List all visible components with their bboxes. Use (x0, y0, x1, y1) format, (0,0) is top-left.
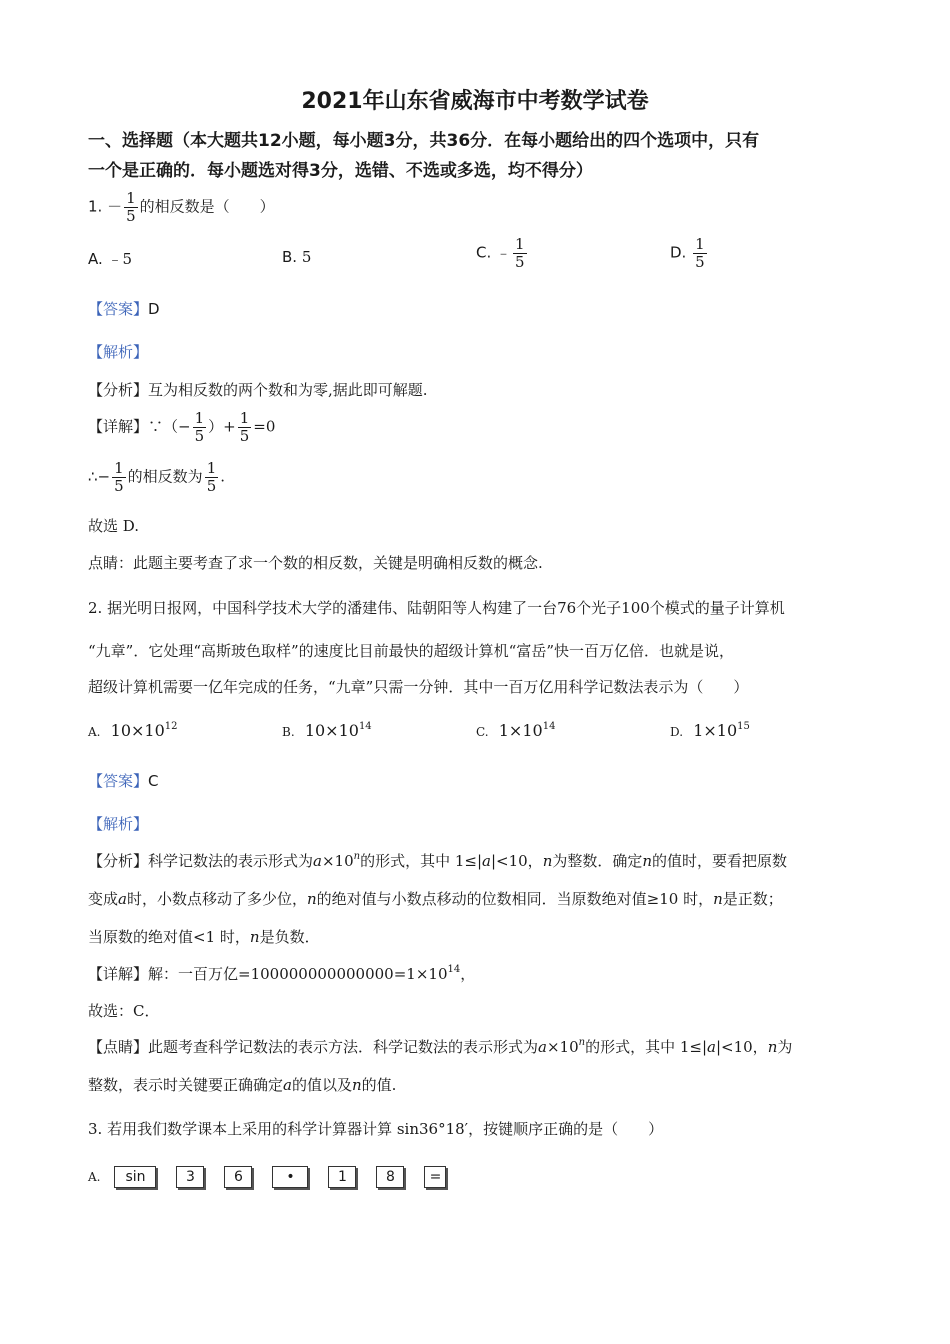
q2-option-c (476, 721, 555, 740)
q1-option-b (282, 248, 311, 266)
key-equals: = (424, 1166, 446, 1188)
q1-detail-frac2 (238, 410, 252, 445)
q1-therefore-suffix: . (220, 467, 226, 486)
q2-fenxi-l1-b: ×10 (321, 852, 354, 870)
q1-d-num: 1 (695, 235, 705, 253)
q1-detail-mid: ）+ (208, 417, 236, 436)
q1-therefore (88, 460, 225, 495)
q2-fenxi-l2-b: 时，小数点移动了多少位， (126, 890, 307, 908)
q1-number: 1. (88, 197, 103, 216)
page-title: 2021年山东省威海市中考数学试卷 (301, 89, 649, 114)
q1-therefore-mid: 的相反数为 (127, 467, 203, 486)
q1-option-d (670, 236, 709, 271)
q2-stem-line2: “九章”．它处理“高斯玻色取样”的速度比目前最快的超级计算机“富岳”快一百万亿倍．也就是说， (88, 642, 735, 660)
q2-comment-l1-c: 的形式，其中 1≤| (585, 1038, 708, 1056)
q2-c-base: 1×10 (498, 721, 543, 740)
q2-stem-line3: 超级计算机需要一亿年完成的任务，“九章”只需一分钟．其中一百万亿用科学记数法表示为（ ） (88, 678, 749, 696)
q1-therefore-frac2-num: 1 (206, 459, 217, 477)
q2-comment-l1-var-n: n (767, 1038, 778, 1056)
q1-fraction (124, 190, 138, 225)
q1-neg: － (107, 197, 123, 216)
q2-detail (88, 963, 475, 984)
q2-comment-l2-var-a: a (283, 1076, 292, 1094)
q2-analysis-tag: 【解析】 (88, 815, 149, 833)
q2-comment-l1-exp-n: n (578, 1037, 586, 1048)
q2-option-d (670, 721, 750, 740)
key-dot: • (272, 1166, 308, 1188)
q1-detail-frac1 (193, 410, 207, 445)
q2-answer-value: C (148, 772, 159, 790)
q2-detail-exp: 14 (447, 964, 461, 975)
q1-frac-num: 1 (126, 189, 136, 207)
q2-fenxi-l3-var-n: n (249, 928, 260, 946)
section-header-line2: 一个是正确的．每小题选对得3分，选错、不选或多选，均不得分） (88, 161, 593, 181)
q2-option-a (88, 721, 178, 740)
q1-d-label: D. (670, 243, 687, 262)
q2-fenxi-l1-var-n2: n (642, 852, 653, 870)
q3-a-label: A. (88, 1170, 101, 1184)
section-header-line1: 一、选择题（本大题共12小题，每小题3分，共36分．在每小题给出的四个选项中，只有 (88, 131, 760, 151)
q1-answer-value: D (148, 300, 160, 318)
q2-comment-l1-var-a: a (538, 1038, 547, 1056)
q2-fenxi-line2 (88, 888, 783, 909)
q1-choose: 故选 D. (88, 517, 140, 535)
q2-comment-line1 (88, 1036, 792, 1057)
q1-detail-frac1-den: 5 (194, 427, 205, 445)
q2-comment-l1-b: ×10 (546, 1038, 579, 1056)
key-1: 1 (328, 1166, 356, 1188)
q2-option-b (282, 721, 372, 740)
q2-fenxi-l1-e: 为整数．确定 (552, 852, 643, 870)
q2-c-exp: 14 (542, 721, 556, 732)
q2-comment-l2-b: 的值以及 (291, 1076, 352, 1094)
q2-c-label: C. (476, 725, 489, 739)
q1-detail-frac2-den: 5 (239, 427, 250, 445)
q2-a-label: A. (88, 725, 101, 739)
q2-b-label: B. (282, 725, 295, 739)
q1-b-label: B. (282, 248, 298, 266)
q2-comment-l1-var-a2: a (707, 1038, 716, 1056)
key-sin: sin (114, 1166, 156, 1188)
q2-fenxi-l1-a: 【分析】科学记数法的表示形式为 (88, 852, 314, 870)
q2-fenxi-l1-c: 的形式，其中 1≤| (360, 852, 483, 870)
q2-d-label: D. (670, 725, 684, 739)
q2-comment-l2-a: 整数，表示时关键要正确确定 (88, 1076, 284, 1094)
q2-fenxi-l2-var-n2: n (713, 890, 723, 908)
q2-d-exp: 15 (737, 721, 750, 732)
q2-comment-l1-e: 为 (777, 1038, 793, 1056)
q2-comment-line2 (88, 1074, 396, 1095)
q1-c-label: C. (476, 243, 492, 262)
q1-a-label: A. (88, 250, 103, 268)
q2-detail-a: 【详解】解：一百万亿=100000000000000=1×10 (88, 965, 448, 983)
q3-stem: 3. 若用我们数学课本上采用的科学计算器计算 sin36°18′，按键顺序正确的是（ ） (88, 1120, 664, 1138)
q1-detail-frac2-num: 1 (239, 409, 250, 427)
q2-d-base: 1×10 (693, 721, 738, 740)
q1-stem (88, 190, 275, 225)
key-3: 3 (176, 1166, 204, 1188)
q2-fenxi-l2-var-n: n (306, 890, 317, 908)
q2-comment-l2-var-n: n (351, 1076, 362, 1094)
q1-therefore-frac1-num: 1 (114, 459, 124, 477)
q3-option-a (88, 1166, 466, 1188)
q2-fenxi-l2-c: 的绝对值与小数点移动的位数相同．当原数绝对值≥10 时， (316, 890, 714, 908)
q1-a-text: ﹣5 (107, 250, 133, 268)
q2-a-exp: 12 (164, 721, 178, 732)
q2-fenxi-l1-var-a: a (313, 852, 322, 870)
q1-therefore-frac2-den: 5 (206, 477, 217, 495)
q1-detail-frac1-num: 1 (194, 409, 205, 427)
q1-d-den: 5 (695, 253, 705, 271)
key-8: 8 (376, 1166, 404, 1188)
q1-c-num: 1 (515, 235, 525, 253)
q2-answer-tag: 【答案】 (88, 772, 149, 790)
q2-fenxi-l2-d: 是正数； (722, 890, 783, 908)
q1-fenxi: 【分析】互为相反数的两个数和为零,据此即可解题. (88, 381, 428, 399)
q2-fenxi-l2-var-a: a (118, 890, 127, 908)
q2-b-exp: 14 (358, 721, 372, 732)
q2-choose: 故选：C． (88, 1002, 160, 1020)
q1-therefore-frac2 (205, 460, 219, 495)
q2-a-base: 10×10 (110, 721, 165, 740)
q1-detail (88, 410, 275, 445)
q2-b-base: 10×10 (304, 721, 359, 740)
q2-comment-l1-a: 【点睛】此题考查科学记数法的表示方法．科学记数法的表示形式为 (88, 1038, 539, 1056)
q2-detail-b: ， (460, 965, 476, 983)
q2-stem-line1: 2. 据光明日报网，中国科学技术大学的潘建伟、陆朝阳等人构建了一台76个光子100个模式的量子计算机 (88, 599, 785, 617)
q2-fenxi-l3-a: 当原数的绝对值<1 时， (88, 928, 250, 946)
q1-c-fraction (513, 236, 527, 271)
key-6: 6 (224, 1166, 252, 1188)
q1-analysis-tag: 【解析】 (88, 343, 149, 361)
q1-detail-prefix: 【详解】∵（− (88, 417, 191, 436)
q1-frac-den: 5 (126, 207, 136, 225)
q2-comment-l2-c: 的值. (361, 1076, 397, 1094)
q2-fenxi-l1-var-a2: a (482, 852, 491, 870)
q1-option-a (88, 248, 132, 269)
q1-answer (88, 298, 160, 319)
q2-comment-l1-d: |<10， (715, 1038, 768, 1056)
q2-fenxi-line3 (88, 926, 320, 947)
q2-fenxi-l3-b: 是负数． (259, 928, 320, 946)
q2-fenxi-l1-exp-n: n (353, 851, 361, 862)
q2-answer (88, 770, 159, 791)
q1-c-neg: ﹣ (496, 243, 512, 262)
q1-therefore-prefix: ∴− (88, 467, 111, 486)
q1-b-text: 5 (301, 248, 312, 266)
q2-fenxi-l1-f: 的值时，要看把原数 (652, 852, 788, 870)
q1-therefore-frac1-den: 5 (114, 477, 124, 495)
q1-therefore-frac1 (112, 460, 126, 495)
q2-fenxi-line1 (88, 850, 787, 871)
q1-stem-suffix: 的相反数是（ ） (139, 197, 275, 216)
q2-fenxi-l2-a: 变成 (88, 890, 119, 908)
q2-fenxi-l1-d: |<10， (490, 852, 543, 870)
q1-answer-tag: 【答案】 (88, 300, 149, 318)
q1-c-den: 5 (515, 253, 525, 271)
q1-detail-suffix: =0 (253, 417, 276, 436)
q1-comment: 点睛：此题主要考查了求一个数的相反数，关键是明确相反数的概念. (88, 554, 543, 572)
q2-fenxi-l1-var-n: n (542, 852, 553, 870)
q1-option-c (476, 236, 529, 271)
q1-d-fraction (693, 236, 707, 271)
